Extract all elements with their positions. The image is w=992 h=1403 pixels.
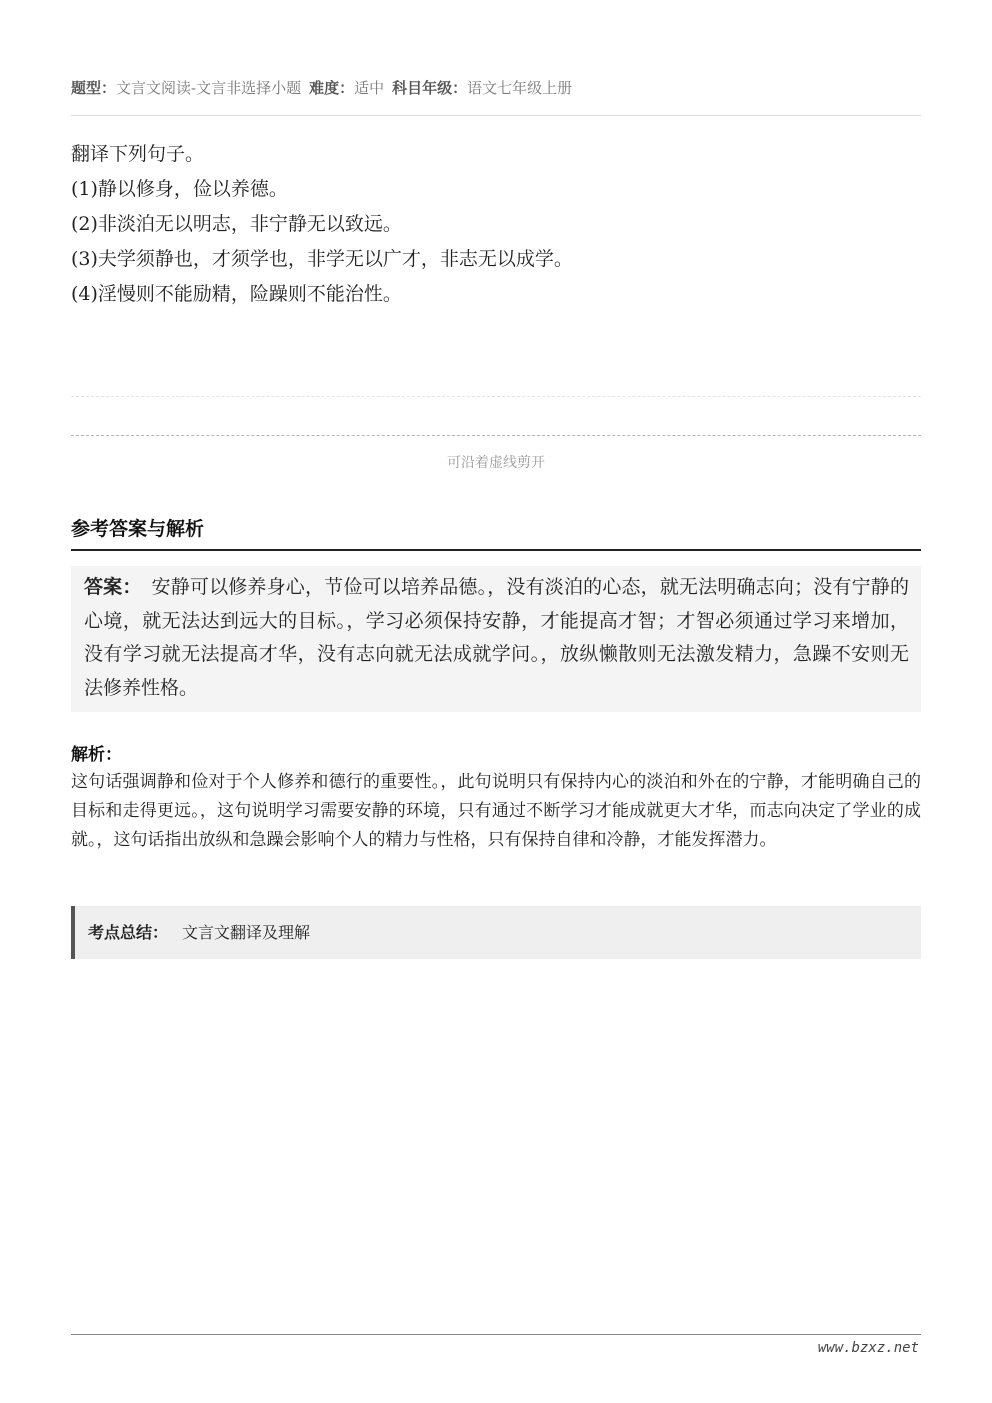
- section-divider: [71, 549, 921, 551]
- question-item: (4)淫慢则不能励精，险躁则不能治性。: [71, 283, 402, 305]
- question-item: (2)非淡泊无以明志，非宁静无以致远。: [71, 213, 402, 235]
- cut-hint: 可沿着虚线剪开: [447, 455, 545, 471]
- question-prompt: 翻译下列句子。: [71, 143, 205, 165]
- answer-text: 安静可以修养身心，节俭可以培养品德。，没有淡泊的心态，就无法明确志向；没有宁静的心境，就无法达到远大的目标。，学习必须保持安静，才能提高才智；才智必须通过学习来增加，没有学习就无法提高才华，没有志向就无法成就学问。，放纵懒散则无法激发精力，急躁不安则无法修养性格。: [84, 576, 909, 699]
- question-meta: [71, 77, 921, 98]
- type-value: 文言文阅读-文言非选择小题: [116, 79, 302, 97]
- cut-line: [71, 435, 921, 436]
- subject-value: 语文七年级上册: [467, 79, 573, 97]
- difficulty-label: 难度：: [309, 79, 355, 97]
- footer-url: www.bzxz.net: [817, 1340, 919, 1356]
- answer-label: 答案：: [84, 576, 142, 598]
- analysis-label: 解析：: [71, 745, 122, 765]
- question-item: (3)夫学须静也，才须学也，非学无以广才，非志无以成学。: [71, 248, 573, 270]
- type-label: 题型：: [71, 79, 117, 97]
- footer-divider: [71, 1334, 921, 1335]
- section-title: 参考答案与解析: [71, 518, 205, 540]
- analysis-text: 这句话强调静和俭对于个人修养和德行的重要性。，此句说明只有保持内心的淡泊和外在的宁静，才能明确自己的目标和走得更远。，这句说明学习需要安静的环境，只有通过不断学习才能成就更大才华，而志向决定了学业的成就。，这句话指出放纵和急躁会影响个人的精力与性格，只有保持自律和冷静，才能发挥潜力。: [71, 772, 921, 850]
- answer-box: [71, 566, 921, 712]
- summary-value: 文言文翻译及理解: [182, 923, 311, 942]
- answer-space-line: [71, 396, 921, 397]
- header-divider: [71, 115, 921, 116]
- subject-label: 科目年级：: [392, 79, 468, 97]
- difficulty-value: 适中: [354, 79, 385, 97]
- question-item: (1)静以修身，俭以养德。: [71, 178, 288, 200]
- summary-label: 考点总结：: [88, 923, 169, 942]
- question-body: [71, 140, 921, 315]
- summary-box: [71, 906, 921, 959]
